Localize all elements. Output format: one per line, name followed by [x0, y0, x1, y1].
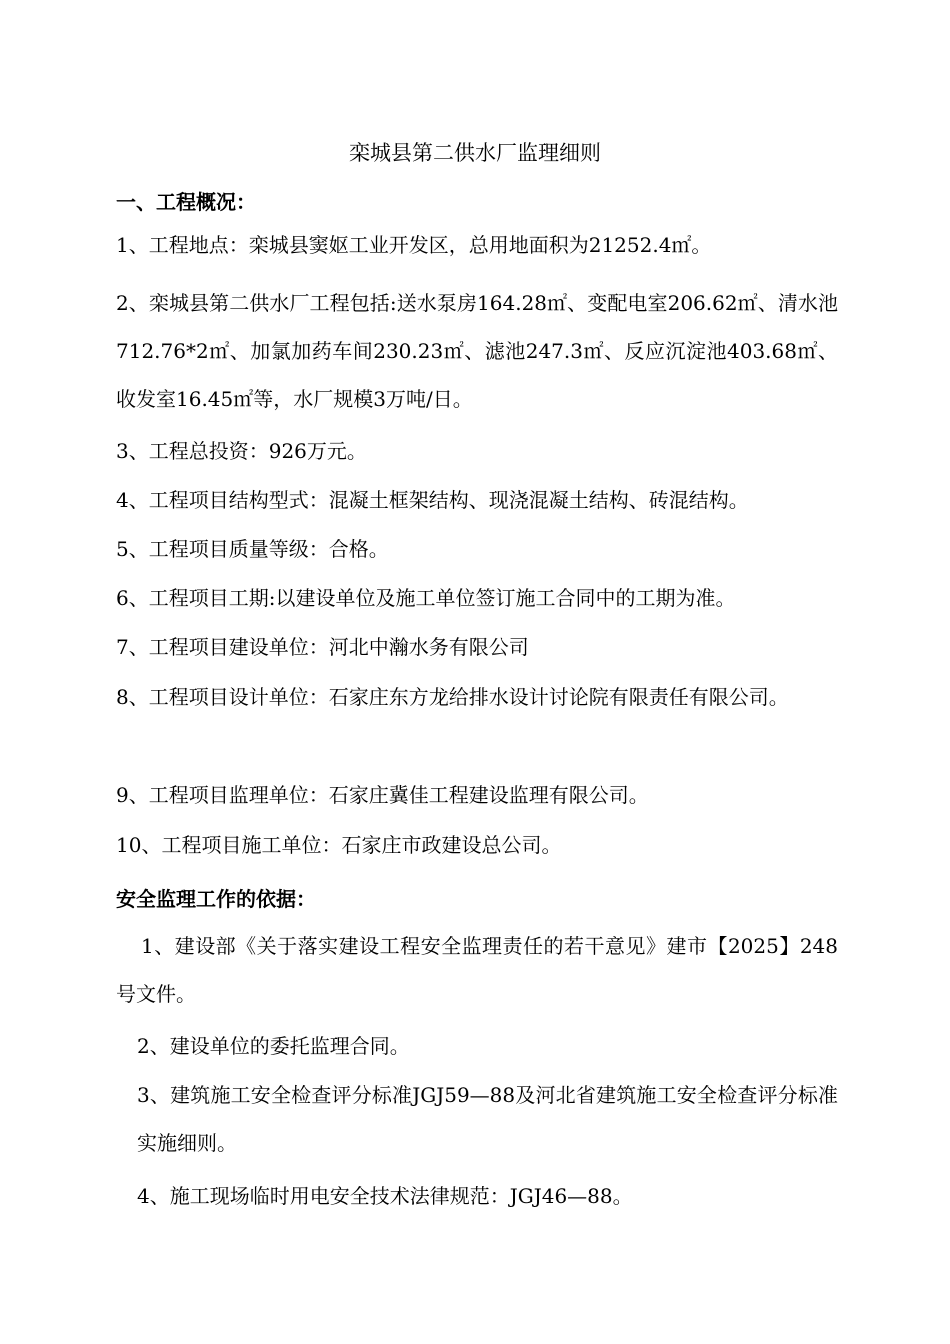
basis-item-2: 2、建设单位的委托监理合同。 — [137, 1034, 410, 1058]
basis-item-4: 4、施工现场临时用电安全技术法律规范：JGJ46—88。 — [137, 1184, 633, 1208]
overview-item-2: 2、栾城县第二供水厂工程包括:送水泵房164.28㎡、变配电室206.62㎡、清水池712.76*2㎡、加氯加药车间230.23㎡、滤池247.3㎡、反应沉淀池403.68㎡、收发室16.45㎡等，水厂规模3万吨/日。 — [116, 291, 838, 411]
overview-item-6: 6、工程项目工期:以建设单位及施工单位签订施工合同中的工期为准。 — [116, 586, 736, 610]
basis-item-3: 3、建筑施工安全检查评分标准JGJ59—88及河北省建筑施工安全检查评分标准实施细则。 — [137, 1083, 838, 1155]
overview-item-7: 7、工程项目建设单位：河北中瀚水务有限公司 — [116, 635, 529, 659]
overview-item-5: 5、工程项目质量等级：合格。 — [116, 537, 389, 561]
overview-item-8: 8、工程项目设计单位：石家庄东方龙给排水设计讨论院有限责任有限公司。 — [116, 685, 789, 709]
section-heading-basis: 安全监理工作的依据： — [116, 887, 316, 911]
overview-item-1: 1、工程地点：栾城县窦妪工业开发区，总用地面积为21252.4㎡。 — [116, 233, 712, 257]
overview-item-4: 4、工程项目结构型式：混凝土框架结构、现浇混凝土结构、砖混结构。 — [116, 488, 749, 512]
basis-item-1: 1、建设部《关于落实建设工程安全监理责任的若干意见》建市【2025】248号文件。 — [116, 934, 838, 1006]
document-title: 栾城县第二供水厂监理细则 — [349, 141, 601, 165]
overview-item-9: 9、工程项目监理单位：石家庄冀佳工程建设监理有限公司。 — [116, 783, 649, 807]
overview-item-3: 3、工程总投资：926万元。 — [116, 439, 367, 463]
overview-item-10: 10、工程项目施工单位：石家庄市政建设总公司。 — [116, 833, 562, 857]
section-heading-overview: 一、工程概况： — [116, 190, 256, 214]
